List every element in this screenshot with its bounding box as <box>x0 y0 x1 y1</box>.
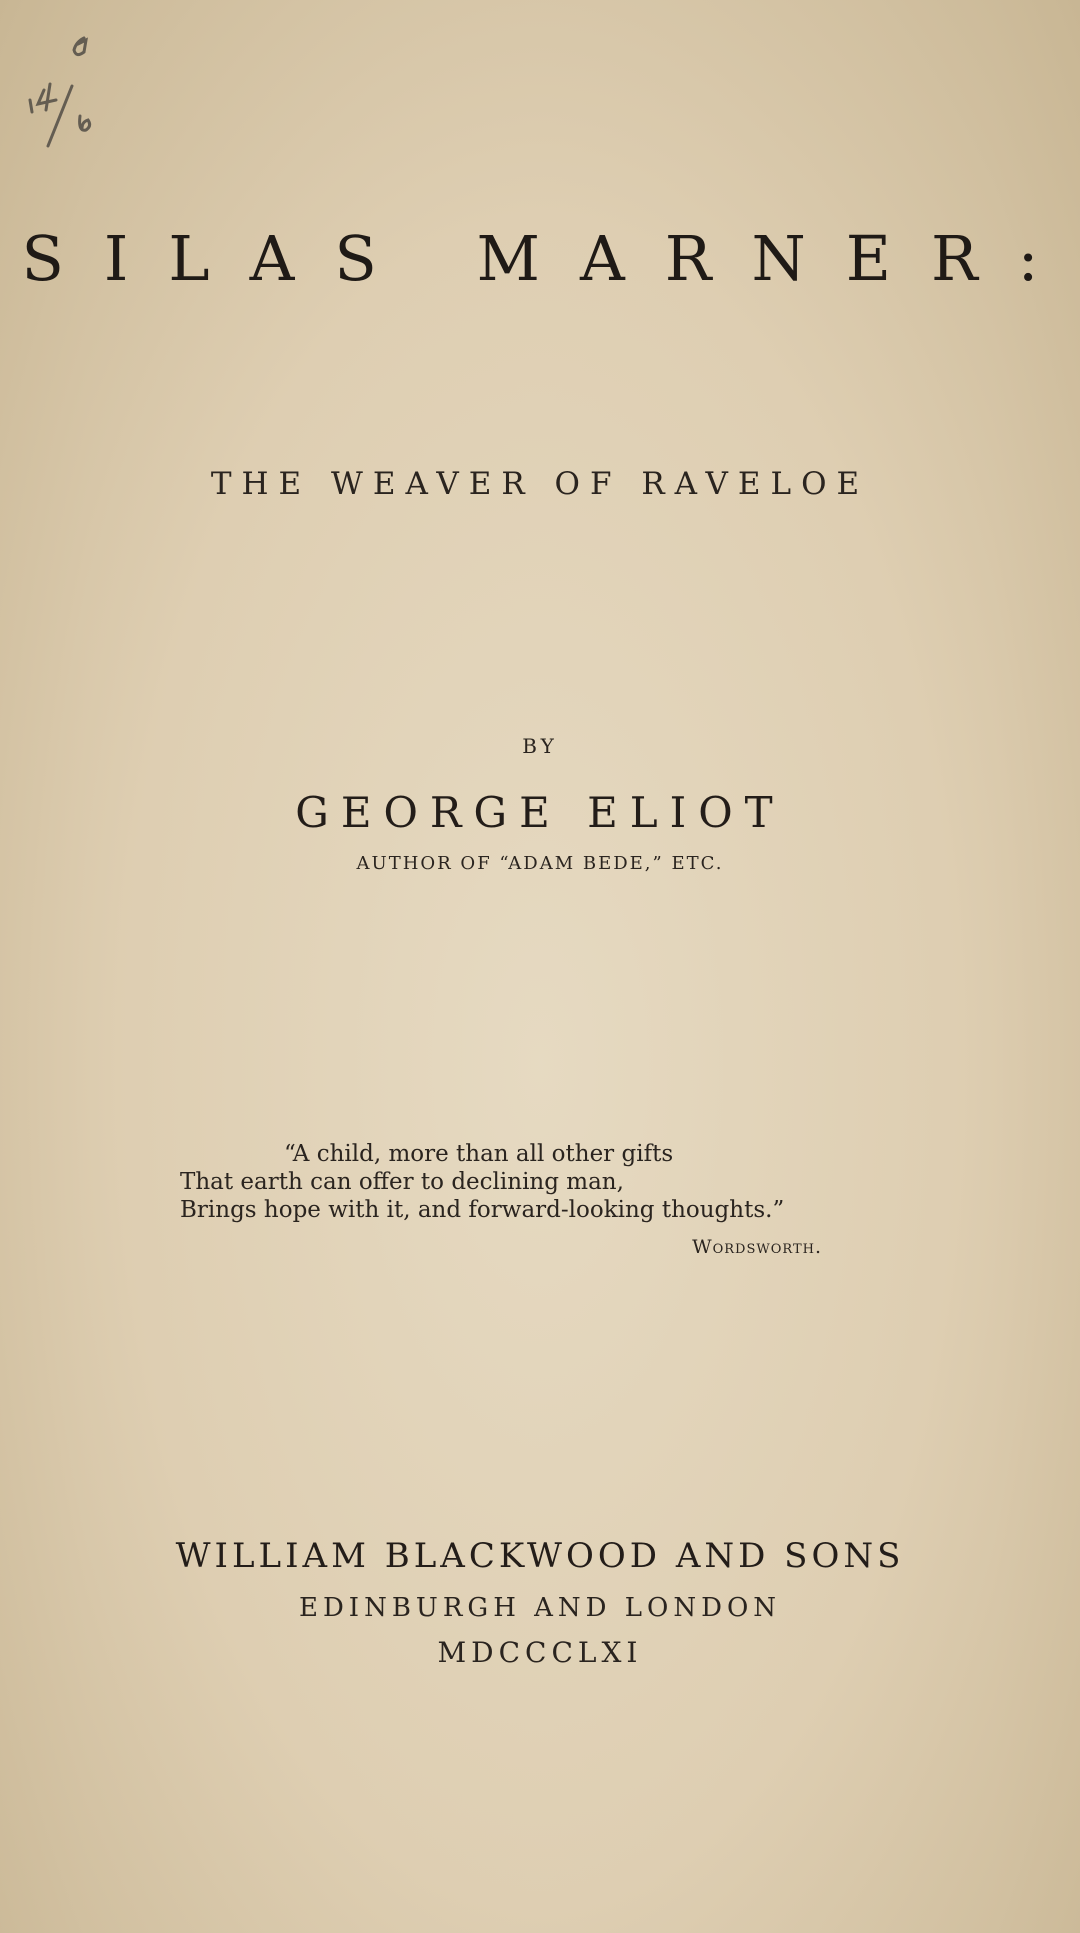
author-note: AUTHOR OF “ADAM BEDE,” ETC. <box>356 853 724 874</box>
publication-year: MDCCCLXI <box>437 1636 643 1669</box>
author-name: GEORGE ELIOT <box>295 788 785 837</box>
epigraph-attribution: Wordsworth. <box>692 1236 822 1258</box>
epigraph-line: Brings hope with it, and forward-looking thoughts.” <box>180 1197 785 1223</box>
by-line: BY <box>522 734 558 758</box>
publisher-name: WILLIAM BLACKWOOD AND SONS <box>175 1536 905 1576</box>
epigraph <box>180 1140 840 1224</box>
book-title: SILAS MARNER: <box>21 222 1079 295</box>
epigraph-line: That earth can offer to declining man, <box>180 1169 624 1195</box>
epigraph-line: “A child, more than all other gifts <box>284 1141 674 1167</box>
publication-place: EDINBURGH AND LONDON <box>298 1593 782 1623</box>
pencil-price-note <box>26 28 126 148</box>
book-subtitle: THE WEAVER OF RAVELOE <box>210 466 870 502</box>
